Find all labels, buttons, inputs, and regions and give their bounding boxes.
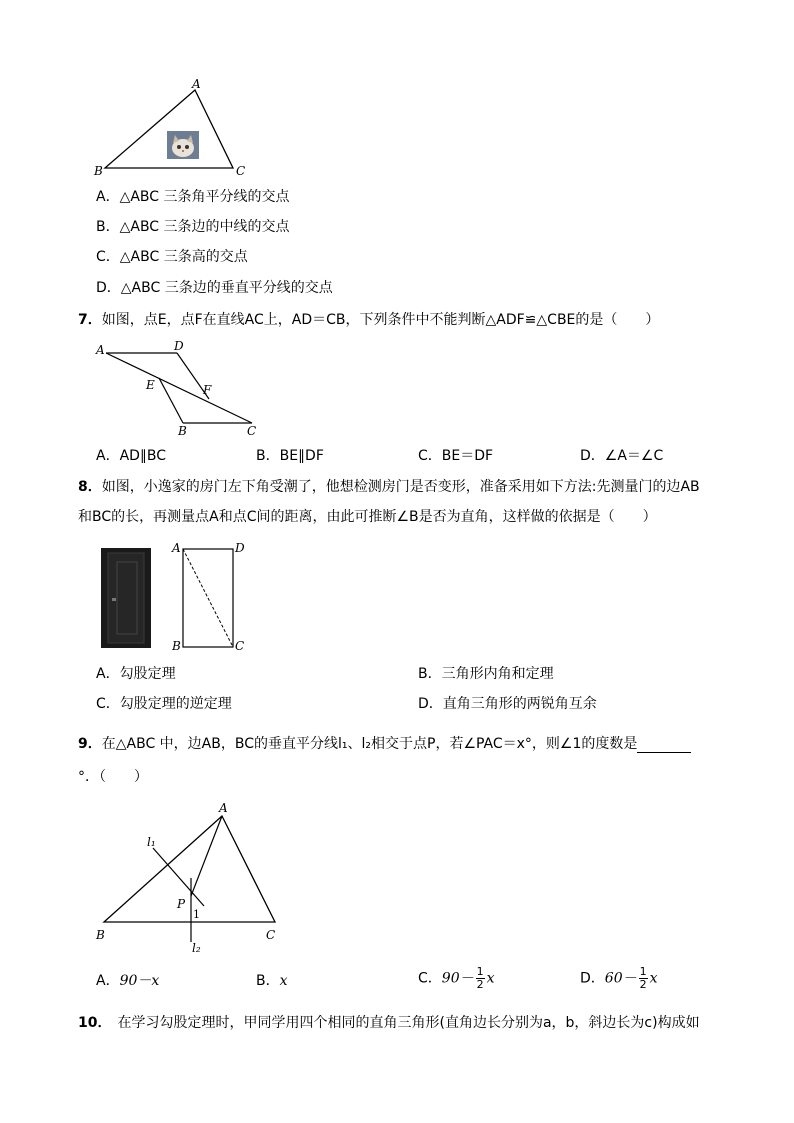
q6-label-b: B xyxy=(94,164,103,178)
q7-label-f: F xyxy=(203,383,212,397)
q6-option-a: A．△ABC 三条角平分线的交点 xyxy=(96,189,290,205)
q8-label-a: A xyxy=(172,541,181,555)
cat-photo xyxy=(167,131,199,159)
q8-rectangle-figure xyxy=(170,540,250,655)
q7-option-d: D．∠A＝∠C xyxy=(580,448,664,464)
q9-label-l1: l₁ xyxy=(147,835,156,849)
q8-option-a: A．勾股定理 xyxy=(96,666,176,682)
q7-label-e: E xyxy=(146,378,155,392)
q9-triangle-figure xyxy=(92,796,292,956)
q7-label-d: D xyxy=(174,339,184,353)
q6-label-a: A xyxy=(192,77,201,91)
q6-label-c: C xyxy=(236,164,246,178)
q7-figure xyxy=(92,336,272,436)
q9-stem-line2: °．（ ） xyxy=(78,769,148,785)
q8-option-d: D．直角三角形的两锐角互余 xyxy=(418,696,597,712)
q9-option-a: A．90－x xyxy=(96,973,160,989)
q7-label-a: A xyxy=(96,343,105,357)
q8-label-c: C xyxy=(235,639,245,653)
q9-answer-blank xyxy=(637,738,691,753)
q7-label-c: C xyxy=(247,424,257,438)
q9-label-c: C xyxy=(266,928,276,942)
q8-stem-line2: 和BC的长，再测量点A和点C间的距离，由此可推断∠B是否为直角，这样做的依据是（ ） xyxy=(78,509,657,525)
q6-option-b: B．△ABC 三条边的中线的交点 xyxy=(96,219,290,235)
q7-label-b: B xyxy=(178,424,187,438)
q6-option-c: C．△ABC 三条高的交点 xyxy=(96,249,248,265)
q9-label-p: P xyxy=(177,897,186,911)
q10-stem: 10． 在学习勾股定理时，甲同学用四个相同的直角三角形(直角边长分别为a，b，斜边长为c)构成如 xyxy=(78,1015,700,1031)
q9-label-angle1: 1 xyxy=(193,908,200,921)
q8-stem-line1: 8．如图，小逸家的房门左下角受潮了，他想检测房门是否变形，准备采用如下方法:先测量门的边AB xyxy=(78,479,700,495)
q9-label-l2: l₂ xyxy=(192,941,201,955)
q8-label-b: B xyxy=(172,639,181,653)
fraction-half: $\frac{1}{2}$ xyxy=(639,965,647,991)
q8-option-b: B．三角形内角和定理 xyxy=(418,666,554,682)
q8-door-photo xyxy=(101,548,151,648)
q7-stem: 7．如图，点E，点F在直线AC上，AD＝CB，下列条件中不能判断△ADF≌△CBE的是（ ） xyxy=(78,312,660,328)
q9-option-b: B．x xyxy=(256,973,288,989)
q6-triangle-figure xyxy=(90,76,260,181)
q7-option-a: A．AD∥BC xyxy=(96,448,167,464)
q9-option-d: D．60－ $\frac{1}{2}$ x xyxy=(580,965,658,991)
q8-option-c: C．勾股定理的逆定理 xyxy=(96,696,232,712)
q7-option-b: B．BE∥DF xyxy=(256,448,324,464)
q9-label-b: B xyxy=(96,928,105,942)
q9-label-a: A xyxy=(219,801,228,815)
q9-stem-line1: 9．在△ABC 中，边AB，BC的垂直平分线l₁、l₂相交于点P，若∠PAC＝x°，则∠1的度数是 xyxy=(78,735,691,753)
q7-option-c: C．BE＝DF xyxy=(418,448,494,464)
q9-option-c: C．90－ $\frac{1}{2}$ x xyxy=(418,965,495,991)
fraction-half: $\frac{1}{2}$ xyxy=(476,965,484,991)
q6-option-d: D．△ABC 三条边的垂直平分线的交点 xyxy=(96,280,333,296)
q8-label-d: D xyxy=(235,541,245,555)
